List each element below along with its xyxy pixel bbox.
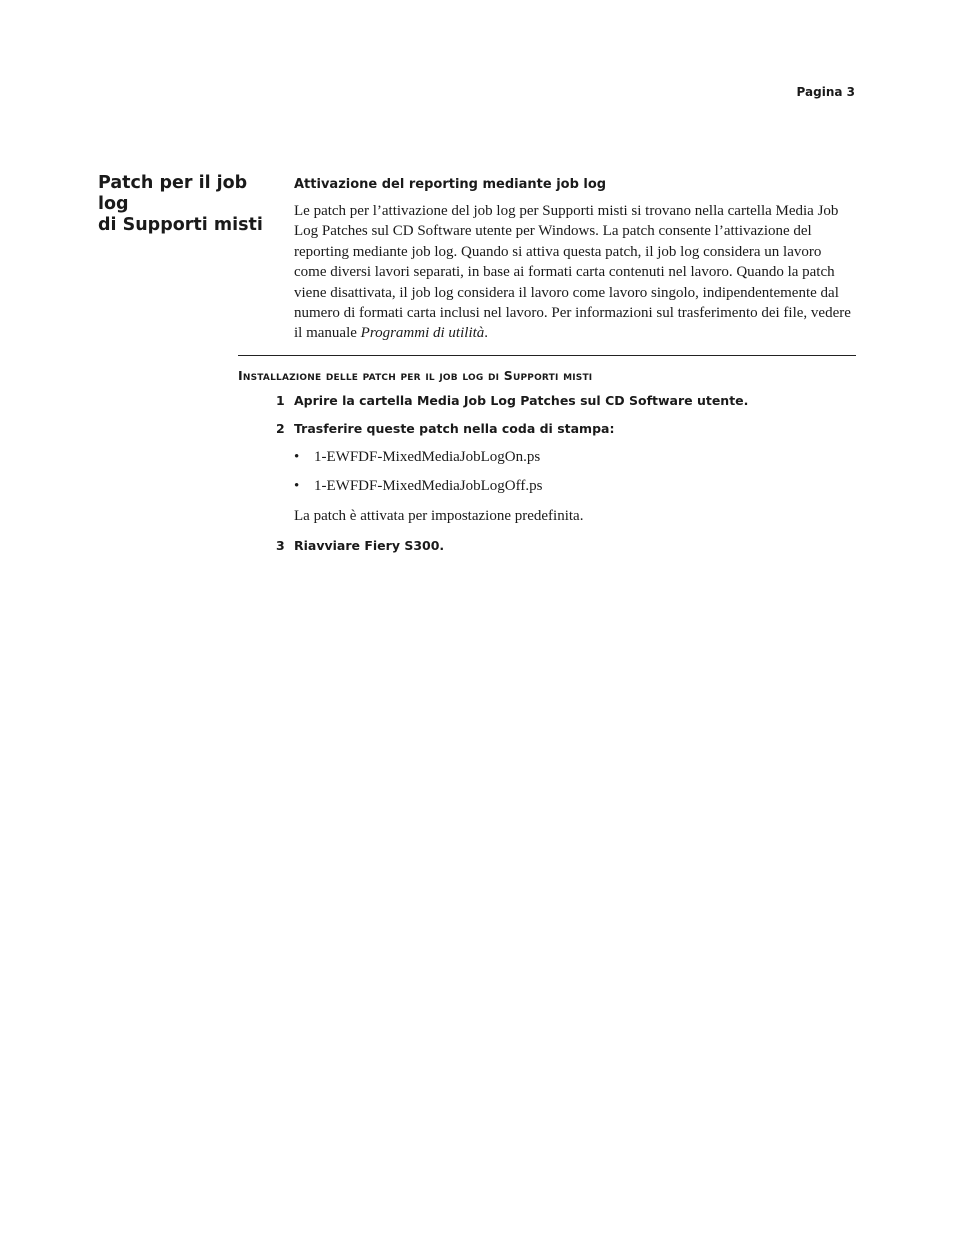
manual-title: Programmi di utilità bbox=[360, 325, 485, 342]
intro-paragraph bbox=[294, 201, 857, 344]
subsection-heading: Attivazione del reporting mediante job log bbox=[294, 177, 607, 192]
intro-end: . bbox=[484, 325, 489, 342]
step-number: 3 bbox=[276, 538, 285, 553]
step-text: Riavviare Fiery S300. bbox=[294, 538, 445, 553]
step-text: Aprire la cartella Media Job Log Patches sul CD Software utente. bbox=[294, 393, 749, 408]
procedure-title: Installazione delle patch per il job log di Supporti misti bbox=[238, 368, 593, 383]
bullet-icon: • bbox=[294, 449, 300, 465]
file-name: 1-EWFDF-MixedMediaJobLogOn.ps bbox=[314, 449, 541, 465]
step-1 bbox=[276, 393, 748, 408]
file-name: 1-EWFDF-MixedMediaJobLogOff.ps bbox=[314, 478, 543, 494]
step-3 bbox=[276, 538, 444, 553]
section-divider bbox=[238, 355, 856, 356]
bullet-icon: • bbox=[294, 478, 300, 494]
intro-text: Le patch per l’attivazione del job log per Supporti misti si trovano nella cartella Media Job Log Patches sul CD Software utente per Windows. La patch consente l’attivazione del reporting mediante job log. Quando si attiva questa patch, il job log considera un lavoro come diversi lavori separati, in base ai formati carta contenuti nel lavoro. Quando la patch viene disattivata, il job log considera il lavoro come lavoro singolo, indipendentemente dal numero di formati carta inclusi nel lavoro. Per informazioni sul trasferimento dei file, vedere il manuale bbox=[294, 203, 851, 342]
section-side-title-line2: di Supporti misti bbox=[98, 215, 263, 235]
step-text: Trasferire queste patch nella coda di stampa: bbox=[294, 421, 615, 436]
default-note: La patch è attivata per impostazione predefinita. bbox=[294, 508, 584, 524]
step-number: 2 bbox=[276, 421, 285, 436]
step-number: 1 bbox=[276, 393, 285, 408]
section-side-title-line1: Patch per il job log bbox=[98, 173, 248, 214]
step-2 bbox=[276, 421, 614, 436]
section-side-title bbox=[98, 173, 278, 236]
page-number: Pagina 3 bbox=[796, 85, 855, 99]
file-list-item bbox=[294, 478, 542, 495]
file-list-item bbox=[294, 449, 540, 466]
